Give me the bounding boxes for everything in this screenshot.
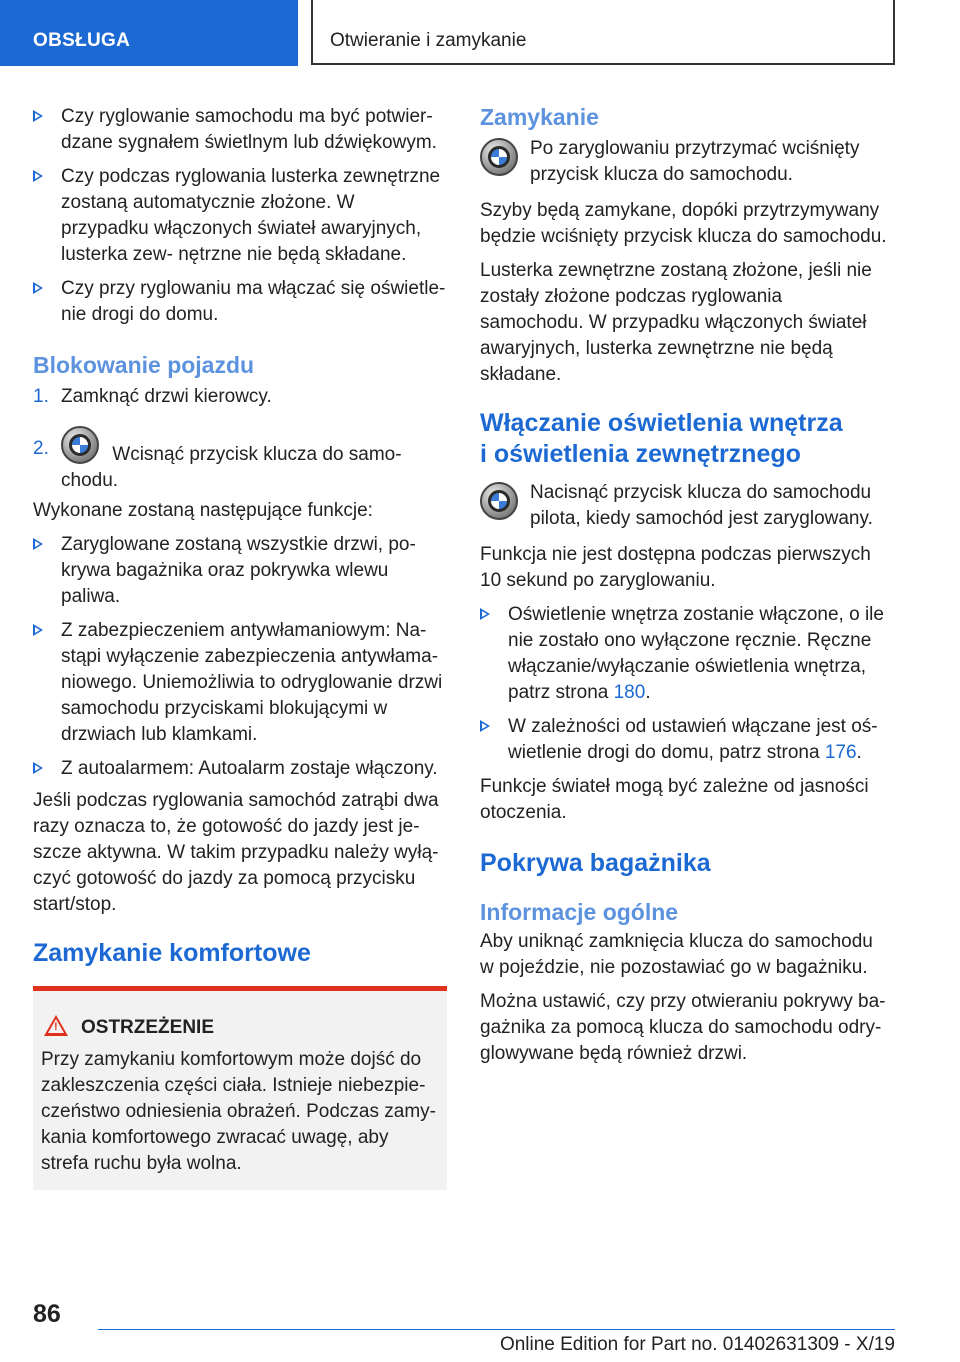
heading-line: i oświetlenia zewnętrznego [480,440,801,468]
section-heading: Zamykanie [480,104,599,130]
page-reference-link[interactable]: 176 [824,742,857,763]
list-item-text: Czy ryglowanie samochodu ma być potwier- dzane sygnałem świetlnym lub dźwiękowym. [61,106,437,153]
warning-text: Przy zamykaniu komfortowym może dojść do zakleszczenia części ciała. Istnieje niebezpie- czeństwo odniesienia obrażeń. Podczas zamy- kania komfortowego zwracać uwagę, aby strefa ruchu była wolna. [41,1049,436,1174]
footer-divider [98,1329,895,1330]
icon-instruction [480,480,890,532]
step-item [33,420,447,494]
right-column [480,98,890,1067]
list-item-text: Z zabezpieczeniem antywłamaniowym: Na- stąpi wyłączenie zabezpieczenia antywłama- niowego. Uniemożliwia to odryglowanie drzwi samochodu przyciskami blokującymi w drzwiach lub klamkami. [61,620,443,745]
list-item-text: Oświetlenie wnętrza zostanie włączone, o ile nie zostało ono wyłączone ręcznie. Ręczne włączanie/wyłączanie oświetlenia wnętrza, patrz strona [508,604,884,703]
list-item-text: Czy przy ryglowaniu ma włączać się oświetle- nie drogi do domu. [61,278,446,325]
instruction-text: Nacisnąć przycisk klucza do samochodu pilota, kiedy samochód jest zaryglowany. [530,482,873,529]
list-item [33,104,447,156]
triangle-bullet-icon [480,720,490,732]
paragraph: Funkcja nie jest dostępna podczas pierwszych 10 sekund po zaryglowaniu. [480,544,871,591]
step-text: Wcisnąć przycisk klucza do samo- chodu. [61,444,402,491]
triangle-bullet-icon [480,608,490,620]
section-tab: OBSŁUGA [0,0,298,66]
section-heading: Pokrywa bagażnika [480,849,711,877]
section-heading: Blokowanie pojazdu [33,352,255,378]
page-reference-link[interactable]: 180 [613,682,646,703]
car-key-button-icon [480,482,518,520]
paragraph: Szyby będą zamykane, dopóki przytrzymywany będzie wciśnięty przycisk klucza do samochodu. [480,200,887,247]
warning-triangle-icon: ! [44,1015,68,1036]
step-item [33,384,447,410]
step-number: 2. [33,438,49,459]
page-number: 86 [33,1300,61,1328]
paragraph: Aby uniknąć zamknięcia klucza do samochodu w pojeździe, nie pozostawiać go w bagażniku. [480,931,873,978]
instruction-text: Po zaryglowaniu przytrzymać wciśnięty przycisk klucza do samochodu. [530,138,860,185]
list-item [33,164,447,268]
functions-intro: Wykonane zostaną następujące funkcje: [33,500,373,521]
triangle-bullet-icon [33,762,43,774]
icon-instruction [480,136,890,188]
triangle-bullet-icon [33,624,43,636]
section-heading: Zamykanie komfortowe [33,939,311,967]
list-item [33,276,447,328]
triangle-bullet-icon [33,282,43,294]
car-key-button-icon [61,426,99,464]
paragraph: Lusterka zewnętrzne zostaną złożone, jeśli nie zostały złożone podczas ryglowania samochodu. W przypadku włączonych świateł awaryjnych, lusterka zewnętrzne nie będą składane. [480,260,872,385]
list-item [33,756,447,782]
chapter-title: Otwieranie i zamykanie [311,0,895,65]
triangle-bullet-icon [33,110,43,122]
subsection-heading: Informacje ogólne [480,899,679,925]
heading-line: Włączanie oświetlenia wnętrza [480,409,843,437]
warning-title [41,1015,439,1041]
list-item-text: Zaryglowane zostaną wszystkie drzwi, po- krywa bagażnika oraz pokrywka wlewu paliwa. [61,534,416,607]
paragraph: Funkcje świateł mogą być zależne od jasności otoczenia. [480,776,869,823]
list-item-text: W zależności od ustawień włączane jest oś- wietlenie drogi do domu, patrz strona [508,716,878,763]
list-item [33,618,447,748]
footer-edition: Online Edition for Part no. 01402631309 - X/19 [499,1334,895,1355]
list-item: Oświetlenie wnętrza zostanie włączone, o ile nie zostało ono wyłączone ręcznie. Ręczne włączanie/wyłączanie oświetlenia wnętrza, patrz strona 180. [480,602,890,706]
step-number: 1. [33,386,49,407]
left-column [33,98,447,1017]
paragraph: Jeśli podczas ryglowania samochód zatrąbi dwa razy oznacza to, że gotowość do jazdy jest je- szcze aktywna. W takim przypadku należy wyłą- czyć gotowość do jazdy za pomocą przycisku start/stop. [33,790,439,915]
triangle-bullet-icon [33,170,43,182]
section-heading [480,408,890,470]
warning-title-text: OSTRZEŻENIE [81,1017,215,1038]
step-text: Zamknąć drzwi kierowcy. [61,386,272,407]
car-key-button-icon [480,138,518,176]
paragraph: Można ustawić, czy przy otwieraniu pokrywy ba- gażnika za pomocą klucza do samochodu odry- glowywane będą również drzwi. [480,991,886,1064]
list-item: W zależności od ustawień włączane jest oś- wietlenie drogi do domu, patrz strona 176. [480,714,890,766]
warning-box [33,986,447,1190]
triangle-bullet-icon [33,538,43,550]
list-item [33,532,447,610]
list-item-text: Z autoalarmem: Autoalarm zostaje włączony. [61,758,438,779]
list-item-text: Czy podczas ryglowania lusterka zewnętrzne zostaną automatycznie złożone. W przypadku włączonych świateł awaryjnych, lusterka zew- nętrzne nie będą składane. [61,166,441,265]
